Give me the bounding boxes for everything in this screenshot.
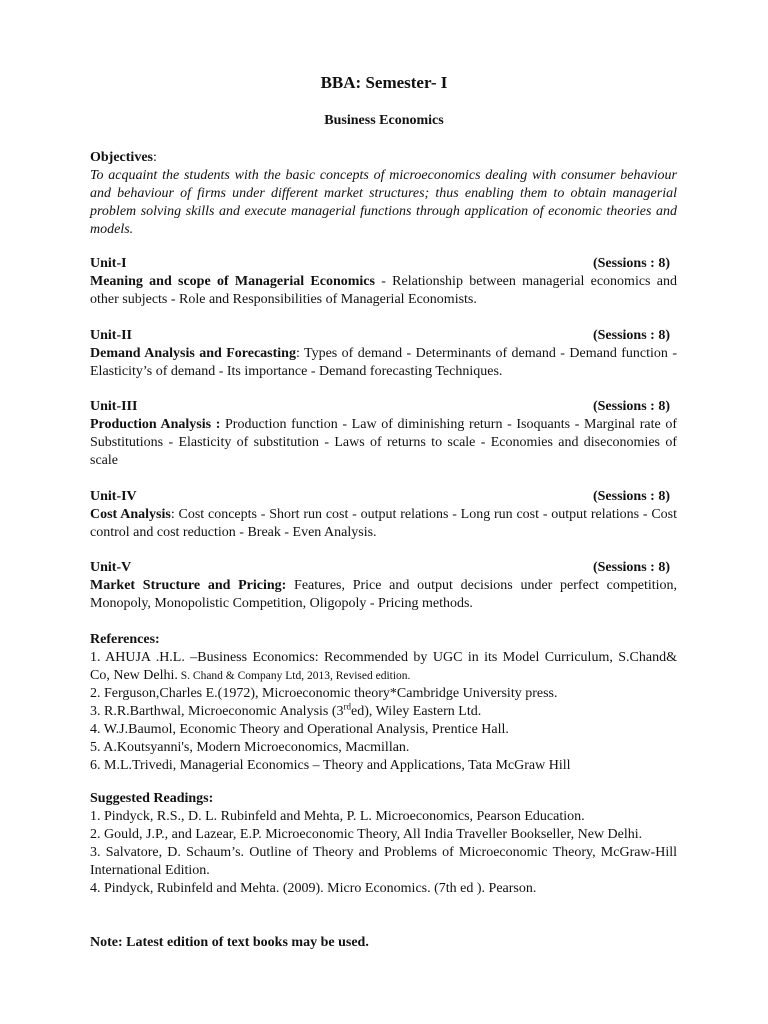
suggested-item: 1. Pindyck, R.S., D. L. Rubinfeld and Mehta, P. L. Microeconomics, Pearson Education. <box>90 809 585 824</box>
reference-text: ed), Wiley Eastern Ltd. <box>351 704 482 719</box>
reference-item: 2. Ferguson,Charles E.(1972), Microeconomic theory*Cambridge University press. <box>90 686 558 701</box>
reference-text: 3. R.R.Barthwal, Microeconomic Analysis (3 <box>90 704 344 719</box>
unit-sessions: (Sessions : 8) <box>592 328 670 343</box>
unit-text: Production function - Law of diminishing return - Isoquants - Marginal rate of Substitutions - Elasticity of substitution - Laws of returns to scale - Economies and diseconomies of scale <box>90 417 677 468</box>
unit-label: Unit-IV <box>90 489 137 504</box>
unit-content <box>90 506 677 542</box>
reference-item: 4. W.J.Baumol, Economic Theory and Operational Analysis, Prentice Hall. <box>90 722 509 737</box>
suggested-readings-section <box>90 790 677 898</box>
reference-item <box>90 703 677 721</box>
suggested-heading: Suggested Readings: <box>90 791 214 806</box>
unit-section <box>90 559 677 613</box>
unit-text: - Relationship between managerial economics and other subjects - Role and Responsibilities of Managerial Economists. <box>90 274 677 307</box>
course-title: Business Economics <box>324 113 444 128</box>
unit-sessions: (Sessions : 8) <box>592 489 670 504</box>
unit-section <box>90 255 677 309</box>
unit-sessions: (Sessions : 8) <box>592 399 670 414</box>
page-title: BBA: Semester- I <box>320 73 448 92</box>
unit-label: Unit-III <box>90 399 138 414</box>
reference-item: 6. M.L.Trivedi, Managerial Economics – Theory and Applications, Tata McGraw Hill <box>90 758 571 773</box>
note-text: Note: Latest edition of text books may be used. <box>90 935 369 950</box>
reference-item <box>90 649 677 685</box>
objectives-colon: : <box>152 150 157 165</box>
references-section <box>90 631 677 775</box>
unit-content <box>90 577 677 613</box>
reference-item: 5. A.Koutsyanni's, Modern Microeconomics, Macmillan. <box>90 740 410 755</box>
unit-heading: Market Structure and Pricing: <box>90 578 287 593</box>
reference-text: 1. AHUJA .H.L. –Business Economics: Recommended by UGC in its Model Curriculum, S.Chand& Co, New Delhi. <box>90 650 677 683</box>
note-section <box>90 934 677 952</box>
unit-heading: Meaning and scope of Managerial Economics <box>90 274 375 289</box>
unit-heading: Cost Analysis <box>90 507 171 522</box>
unit-text: : Types of demand - Determinants of demand - Demand function - Elasticity’s of demand - Its importance - Demand forecasting Techniques. <box>90 346 677 379</box>
superscript: rd <box>343 701 352 712</box>
unit-content <box>90 416 677 470</box>
unit-heading: Production Analysis : <box>90 417 221 432</box>
unit-text: Features, Price and output decisions under perfect competition, Monopoly, Monopolistic Competition, Oligopoly - Pricing methods. <box>90 578 677 611</box>
unit-label: Unit-V <box>90 560 132 575</box>
unit-sessions: (Sessions : 8) <box>592 256 670 271</box>
unit-section <box>90 488 677 542</box>
objectives-text: To acquaint the students with the basic concepts of microeconomics dealing with consumer behaviour and behaviour of firms under different market structures; thus enabling them to obtain managerial problem solving skills and execute managerial functions through application of economic theories and models. <box>90 168 677 237</box>
unit-section <box>90 327 677 381</box>
unit-label: Unit-II <box>90 328 133 343</box>
unit-text: : Cost concepts - Short run cost - output relations - Long run cost - output relations - Cost control and cost reduction - Break - Even Analysis. <box>90 507 677 540</box>
references-heading: References: <box>90 632 160 647</box>
objectives-label: Objectives <box>90 150 153 165</box>
suggested-item: 4. Pindyck, Rubinfeld and Mehta. (2009). Micro Economics. (7th ed ). Pearson. <box>90 881 537 896</box>
unit-content <box>90 345 677 381</box>
unit-heading: Demand Analysis and Forecasting <box>90 346 296 361</box>
suggested-item: 2. Gould, J.P., and Lazear, E.P. Microeconomic Theory, All India Traveller Bookseller, New Delhi. <box>90 827 643 842</box>
reference-edition-note: S. Chand & Company Ltd, 2013, Revised edition. <box>177 670 411 682</box>
objectives-section <box>90 149 677 239</box>
unit-sessions: (Sessions : 8) <box>592 560 670 575</box>
unit-section <box>90 398 677 470</box>
suggested-item: 3. Salvatore, D. Schaum’s. Outline of Theory and Problems of Microeconomic Theory, McGraw-Hill International Edition. <box>90 845 677 878</box>
unit-label: Unit-I <box>90 256 127 271</box>
unit-content <box>90 273 677 309</box>
